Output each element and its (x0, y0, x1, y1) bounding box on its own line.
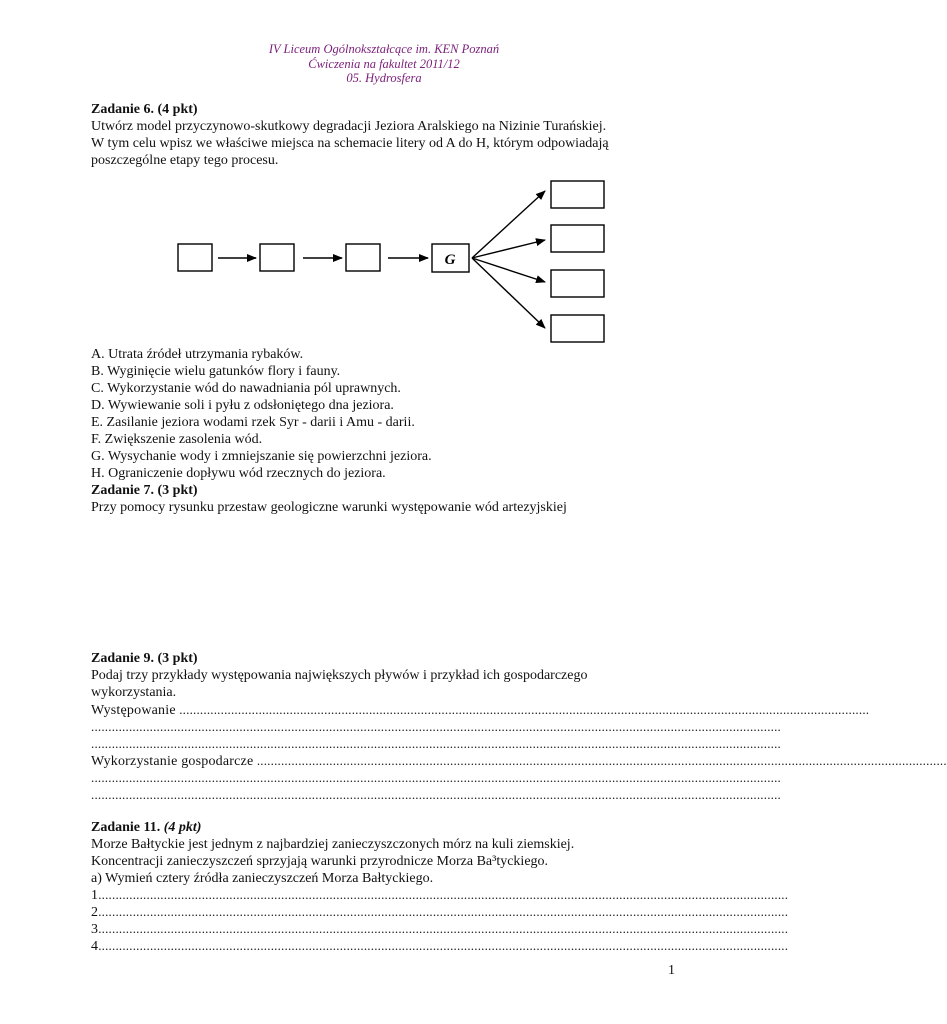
diagram-box-1[interactable] (178, 244, 212, 271)
answer-number: 1 (91, 888, 99, 903)
answer-line-source-4[interactable]: 4........................................................................................................................................................................................................ (91, 938, 789, 954)
task11-points: (4 pkt) (163, 820, 202, 835)
task7-text: Przy pomocy rysunku przestaw geologiczne warunki występowanie wód artezyjskiej (91, 500, 567, 515)
task11-text-line3: a) Wymień cztery źródła zanieczyszczeń Morza Bałtyckiego. (91, 871, 434, 886)
diagram-box-2[interactable] (260, 244, 294, 271)
occurrence-label: Występowanie (91, 703, 176, 718)
answer-number: 2 (91, 905, 99, 920)
answer-line-source-1[interactable]: 1........................................................................................................................................................................................................ (91, 887, 789, 903)
answer-line-occurrence-1[interactable]: Występowanie ........................................................................................................................................................................................................ (91, 702, 870, 718)
diagram-box-3[interactable] (346, 244, 380, 271)
answer-number: 4 (91, 939, 99, 954)
task6-title: Zadanie 6. (4 pkt) (91, 102, 198, 117)
answer-number: 3 (91, 922, 99, 937)
diagram-box-out-3[interactable] (551, 270, 604, 297)
diagram-arrow-out-2 (472, 240, 545, 258)
task9-text-line1: Podaj trzy przykłady występowania największych pływów i przykład ich gospodarczego (91, 668, 588, 683)
diagram-box-out-2[interactable] (551, 225, 604, 252)
task9-title: Zadanie 9. (3 pkt) (91, 651, 198, 666)
answer-line-occurrence-2[interactable]: ........................................................................................................................................................................................................ (91, 719, 781, 734)
answer-line-source-2[interactable]: 2........................................................................................................................................................................................................ (91, 904, 789, 920)
task6-intro-line1: Utwórz model przyczynowo-skutkowy degradacji Jeziora Aralskiego na Nizinie Turańskiej. (91, 119, 607, 134)
task7-title: Zadanie 7. (3 pkt) (91, 483, 198, 498)
task6-intro-line2: W tym celu wpisz we właściwe miejsca na schemacie litery od A do H, którym odpowiadają (91, 136, 609, 151)
option-d: D. Wywiewanie soli i pyłu z odsłoniętego dna jeziora. (91, 398, 394, 413)
option-e: E. Zasilanie jeziora wodami rzek Syr - darii i Amu - darii. (91, 415, 415, 430)
task9-text-line2: wykorzystania. (91, 685, 177, 700)
answer-line-occurrence-3[interactable]: ........................................................................................................................................................................................................ (91, 736, 781, 751)
option-h: H. Ograniczenie dopływu wód rzecznych do jeziora. (91, 466, 386, 481)
answer-line-usage-2[interactable]: ........................................................................................................................................................................................................ (91, 770, 781, 785)
task11-title-label: Zadanie 11. (91, 820, 161, 835)
answer-line-source-3[interactable]: 3........................................................................................................................................................................................................ (91, 921, 789, 937)
option-c: C. Wykorzystanie wód do nawadniania pól uprawnych. (91, 381, 401, 396)
task11-title (91, 820, 201, 837)
diagram-arrow-out-4 (472, 258, 545, 328)
option-g: G. Wysychanie wody i zmniejszanie się powierzchni jeziora. (91, 449, 432, 464)
task11-text-line2: Koncentracji zanieczyszczeń sprzyjają warunki przyrodnicze Morza Ba³tyckiego. (91, 854, 549, 869)
cause-effect-diagram (0, 0, 768, 360)
page-number: 1 (668, 963, 675, 978)
header-topic: 05. Hydrosfera (346, 71, 422, 85)
diagram-box-out-4[interactable] (551, 315, 604, 342)
answer-line-usage-1[interactable]: Wykorzystanie gospodarcze ........................................................................................................................................................................................................ (91, 753, 947, 769)
usage-label: Wykorzystanie gospodarcze (91, 754, 254, 769)
diagram-arrow-out-1 (472, 191, 545, 258)
answer-line-usage-3[interactable]: ........................................................................................................................................................................................................ (91, 787, 781, 802)
option-f: F. Zwiększenie zasolenia wód. (91, 432, 263, 447)
task11-text-line1: Morze Bałtyckie jest jednym z najbardziej zanieczyszczonych mórz na kuli ziemskiej. (91, 837, 575, 852)
diagram-arrow-out-3 (472, 258, 545, 282)
task6-intro-line3: poszczególne etapy tego procesu. (91, 153, 279, 168)
header-school: IV Liceum Ogólnokształcące im. KEN Poznań (268, 42, 500, 56)
option-b: B. Wyginięcie wielu gatunków flory i fauny. (91, 364, 341, 379)
option-a: A. Utrata źródeł utrzymania rybaków. (91, 347, 304, 362)
header-course: Ćwiczenia na fakultet 2011/12 (308, 57, 460, 71)
diagram-letter-g: G (444, 252, 456, 268)
diagram-box-out-1[interactable] (551, 181, 604, 208)
